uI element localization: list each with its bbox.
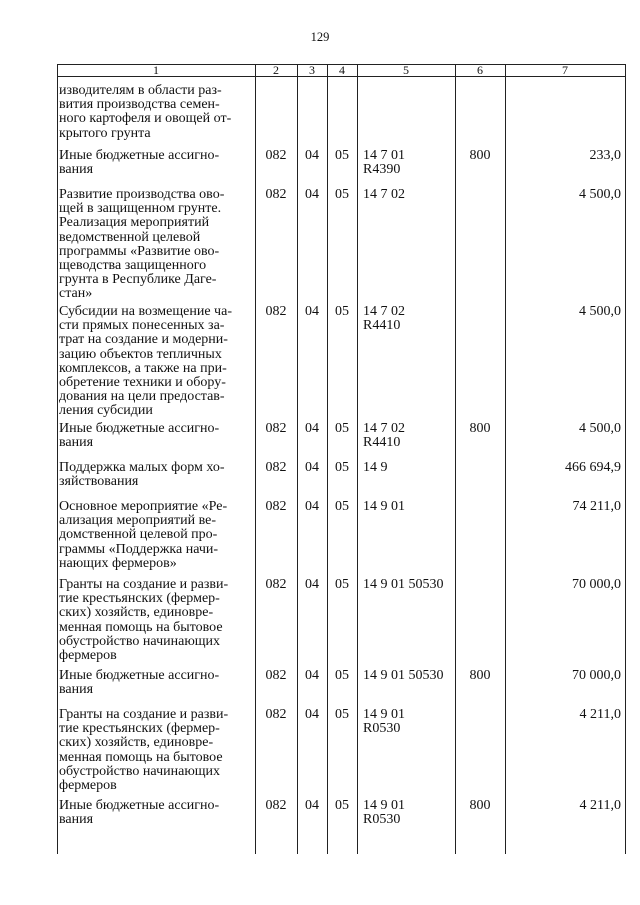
item-name-line: ализация мероприятий ве- bbox=[59, 513, 216, 529]
budget-table bbox=[57, 64, 626, 854]
target-article-code-line: R0530 bbox=[363, 812, 401, 828]
item-name-line: Поддержка малых форм хо- bbox=[59, 460, 225, 475]
amount: 70 000,0 bbox=[572, 577, 621, 592]
column-divider bbox=[255, 64, 256, 854]
subsection-code: 05 bbox=[335, 460, 349, 475]
item-name bbox=[59, 305, 255, 419]
amount: 70 000,0 bbox=[572, 668, 621, 683]
item-name-line: грунта в Республике Даге- bbox=[59, 272, 217, 288]
subsection-code: 05 bbox=[335, 577, 349, 592]
subsection-code: 05 bbox=[335, 707, 349, 722]
column-divider bbox=[297, 64, 298, 854]
subsection-code: 05 bbox=[335, 304, 349, 319]
item-name-line: зяйствования bbox=[59, 474, 139, 490]
subsection-code: 05 bbox=[335, 148, 349, 163]
amount: 4 500,0 bbox=[579, 421, 621, 436]
item-name-line: Гранты на создание и разви- bbox=[59, 707, 229, 722]
section-code: 04 bbox=[305, 148, 319, 163]
ministry-code: 082 bbox=[265, 499, 287, 514]
item-name-line: стан» bbox=[59, 286, 93, 302]
section-code: 04 bbox=[305, 798, 319, 813]
item-name-line: тие крестьянских (фермер- bbox=[59, 721, 220, 737]
subsection-code: 05 bbox=[335, 421, 349, 436]
item-name-line: граммы «Поддержка начи- bbox=[59, 541, 219, 557]
item-name-line: крытого грунта bbox=[59, 125, 151, 141]
item-name-line: Развитие производства ово- bbox=[59, 187, 225, 202]
item-name bbox=[59, 149, 255, 177]
target-article-code-line: R0530 bbox=[363, 721, 401, 737]
item-name-line: тие крестьянских (фермер- bbox=[59, 591, 220, 607]
item-name-line: трат на создание и модерни- bbox=[59, 332, 228, 348]
section-code: 04 bbox=[305, 499, 319, 514]
target-article-code-line: 14 9 bbox=[363, 460, 388, 475]
item-name-line: Иные бюджетные ассигно- bbox=[59, 148, 220, 163]
item-name-line: ления субсидии bbox=[59, 403, 153, 419]
item-name bbox=[59, 799, 255, 827]
target-article-code-line: 14 7 02 bbox=[363, 421, 405, 436]
ministry-code: 082 bbox=[265, 421, 287, 436]
expense-type-code: 800 bbox=[469, 798, 491, 813]
amount: 466 694,9 bbox=[565, 460, 621, 475]
item-name bbox=[59, 422, 255, 450]
item-name-line: вания bbox=[59, 812, 94, 828]
item-name-line: Реализация мероприятий bbox=[59, 215, 210, 231]
target-article-code bbox=[363, 708, 455, 736]
section-code: 04 bbox=[305, 421, 319, 436]
target-article-code bbox=[363, 500, 455, 514]
section-code: 04 bbox=[305, 187, 319, 202]
column-divider bbox=[505, 64, 506, 854]
item-name-line: нающих фермеров» bbox=[59, 555, 177, 571]
target-article-code bbox=[363, 188, 455, 202]
target-article-code-line: 14 9 01 50530 bbox=[363, 577, 444, 592]
target-article-code bbox=[363, 422, 455, 450]
column-divider bbox=[327, 64, 328, 854]
target-article-code-line: 14 9 01 50530 bbox=[363, 668, 444, 683]
target-article-code-line: R4390 bbox=[363, 162, 401, 178]
subsection-code: 05 bbox=[335, 798, 349, 813]
item-name-line: обустройство начинающих bbox=[59, 633, 221, 649]
ministry-code: 082 bbox=[265, 577, 287, 592]
header-col-5: 5 bbox=[403, 63, 409, 77]
item-name-line: вания bbox=[59, 435, 94, 451]
item-name-line: Иные бюджетные ассигно- bbox=[59, 421, 220, 436]
target-article-code bbox=[363, 305, 455, 333]
header-col-3: 3 bbox=[309, 63, 315, 77]
amount: 74 211,0 bbox=[572, 499, 621, 514]
item-name-line: зацию объектов тепличных bbox=[59, 346, 222, 362]
item-name bbox=[59, 84, 255, 141]
target-article-code-line: 14 9 01 bbox=[363, 798, 405, 813]
item-name-line: программы «Развитие ово- bbox=[59, 243, 220, 259]
item-name-line: ских) хозяйств, единовре- bbox=[59, 735, 214, 751]
item-name-line: ного картофеля и овощей от- bbox=[59, 111, 232, 127]
item-name-line: сти прямых понесенных за- bbox=[59, 318, 225, 334]
item-name-line: щеводства защищенного bbox=[59, 258, 207, 274]
item-name-line: ведомственной целевой bbox=[59, 229, 201, 245]
section-code: 04 bbox=[305, 460, 319, 475]
subsection-code: 05 bbox=[335, 499, 349, 514]
ministry-code: 082 bbox=[265, 187, 287, 202]
item-name-line: щей в защищенном грунте. bbox=[59, 201, 222, 217]
item-name-line: Иные бюджетные ассигно- bbox=[59, 668, 220, 683]
target-article-code-line: R4410 bbox=[363, 435, 401, 451]
item-name-line: Субсидии на возмещение ча- bbox=[59, 304, 232, 319]
ministry-code: 082 bbox=[265, 460, 287, 475]
amount: 4 500,0 bbox=[579, 187, 621, 202]
header-col-7: 7 bbox=[562, 63, 568, 77]
ministry-code: 082 bbox=[265, 668, 287, 683]
item-name-line: вания bbox=[59, 682, 94, 698]
amount: 4 211,0 bbox=[579, 798, 621, 813]
target-article-code-line: 14 7 01 bbox=[363, 148, 405, 163]
item-name-line: Иные бюджетные ассигно- bbox=[59, 798, 220, 813]
section-code: 04 bbox=[305, 668, 319, 683]
ministry-code: 082 bbox=[265, 304, 287, 319]
amount: 233,0 bbox=[589, 148, 621, 163]
target-article-code bbox=[363, 799, 455, 827]
item-name-line: Гранты на создание и разви- bbox=[59, 577, 229, 592]
section-code: 04 bbox=[305, 707, 319, 722]
item-name bbox=[59, 188, 255, 302]
section-code: 04 bbox=[305, 577, 319, 592]
amount: 4 211,0 bbox=[579, 707, 621, 722]
amount: 4 500,0 bbox=[579, 304, 621, 319]
item-name bbox=[59, 669, 255, 697]
target-article-code-line: 14 7 02 bbox=[363, 187, 405, 202]
item-name-line: фермеров bbox=[59, 778, 117, 794]
item-name bbox=[59, 708, 255, 793]
column-divider bbox=[625, 64, 626, 854]
header-col-4: 4 bbox=[339, 63, 345, 77]
page-number: 129 bbox=[310, 30, 330, 44]
column-divider bbox=[357, 64, 358, 854]
item-name-line: обустройство начинающих bbox=[59, 763, 221, 779]
column-divider bbox=[57, 64, 58, 854]
target-article-code bbox=[363, 578, 455, 592]
item-name-line: дования на цели предостав- bbox=[59, 389, 225, 405]
item-name-line: обретение техники и обору- bbox=[59, 375, 226, 391]
target-article-code-line: 14 9 01 bbox=[363, 707, 405, 722]
target-article-code bbox=[363, 461, 455, 475]
expense-type-code: 800 bbox=[469, 148, 491, 163]
ministry-code: 082 bbox=[265, 148, 287, 163]
target-article-code-line: 14 7 02 bbox=[363, 304, 405, 319]
item-name bbox=[59, 461, 255, 489]
item-name bbox=[59, 500, 255, 571]
item-name-line: ских) хозяйств, единовре- bbox=[59, 605, 214, 621]
subsection-code: 05 bbox=[335, 187, 349, 202]
section-code: 04 bbox=[305, 304, 319, 319]
ministry-code: 082 bbox=[265, 707, 287, 722]
subsection-code: 05 bbox=[335, 668, 349, 683]
item-name-line: комплексов, а также на при- bbox=[59, 360, 227, 376]
item-name-line: менная помощь на бытовое bbox=[59, 619, 223, 635]
header-col-6: 6 bbox=[477, 63, 483, 77]
column-divider bbox=[455, 64, 456, 854]
item-name-line: вития производства семен- bbox=[59, 97, 220, 113]
item-name-line: домственной целевой про- bbox=[59, 527, 218, 543]
item-name-line: изводителям в области раз- bbox=[59, 83, 222, 98]
target-article-code bbox=[363, 149, 455, 177]
header-col-1: 1 bbox=[153, 63, 159, 77]
ministry-code: 082 bbox=[265, 798, 287, 813]
header-col-2: 2 bbox=[273, 63, 279, 77]
target-article-code bbox=[363, 669, 455, 683]
item-name bbox=[59, 578, 255, 663]
item-name-line: менная помощь на бытовое bbox=[59, 749, 223, 765]
target-article-code-line: 14 9 01 bbox=[363, 499, 405, 514]
target-article-code-line: R4410 bbox=[363, 318, 401, 334]
expense-type-code: 800 bbox=[469, 668, 491, 683]
expense-type-code: 800 bbox=[469, 421, 491, 436]
item-name-line: Основное мероприятие «Ре- bbox=[59, 499, 228, 514]
item-name-line: фермеров bbox=[59, 648, 117, 664]
item-name-line: вания bbox=[59, 162, 94, 178]
